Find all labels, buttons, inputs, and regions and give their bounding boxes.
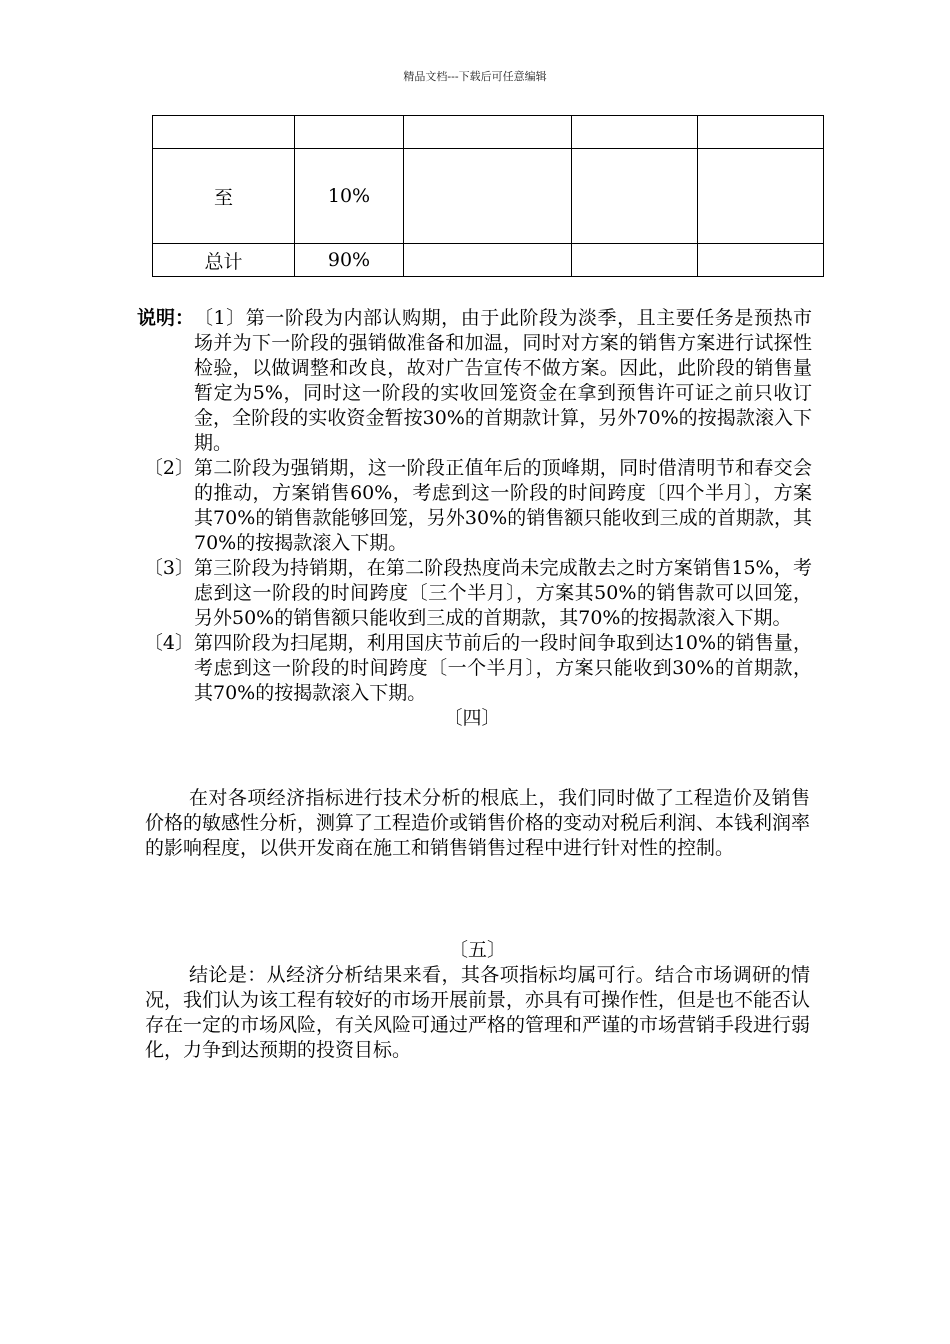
table-cell: 10%: [295, 149, 404, 244]
table-row: [153, 244, 824, 277]
section-5-paragraph: 结论是：从经济分析结果来看，其各项指标均属可行。结合市场调研的情况，我们认为该工程有较好的市场开展前景，亦具有可操作性，但是也不能否认存在一定的市场风险，有关风险可通过严格的管理和严谨的市场营销手段进行弱化，力争到达预期的投资目标。: [145, 964, 811, 1061]
notes-label: 说明：: [136, 307, 194, 329]
note-text: 第三阶段为持销期，在第二阶段热度尚未完成散去之时方案销售15%，考虑到这一阶段的时间跨度〔三个半月〕，方案其50%的销售款可以回笼，另外50%的销售额只能收到三成的首期款，其70%的按揭款滚入下期。: [194, 557, 812, 629]
page-header: 精品文档---下载后可任意编辑: [403, 70, 547, 83]
table-cell: [572, 149, 698, 244]
section-4-paragraph: 在对各项经济指标进行技术分析的根底上，我们同时做了工程造价及销售价格的敏感性分析，测算了工程造价或销售价格的变动对税后利润、本钱利润率的影响程度，以供开发商在施工和销售销售过程中进行针对性的控制。: [145, 787, 811, 859]
table-cell: [698, 149, 824, 244]
section-4-title: 〔四〕: [443, 707, 501, 729]
table-cell: 90%: [295, 244, 404, 277]
table-cell: [572, 244, 698, 277]
note-item-2: [132, 456, 812, 556]
note-number: 〔1〕: [194, 307, 246, 329]
sales-plan-table: [152, 115, 824, 277]
note-item-1: [132, 306, 812, 456]
table-cell: [153, 116, 295, 149]
note-text: 第二阶段为强销期，这一阶段正值年后的顶峰期，同时借清明节和春交会的推动，方案销售60%，考虑到这一阶段的时间跨度〔四个半月〕，方案其70%的销售款能够回笼，另外30%的销售额只能收到三成的首期款，其70%的按揭款滚入下期。: [194, 457, 812, 554]
table-cell: 至: [153, 149, 295, 244]
table-row: [153, 149, 824, 244]
notes-section: [132, 306, 812, 731]
table-cell: 总计: [153, 244, 295, 277]
note-item-4: [132, 631, 812, 706]
table-row: [153, 116, 824, 149]
section-5-title: 〔五〕: [448, 939, 506, 961]
table-cell: [404, 116, 572, 149]
note-number: 〔3〕: [143, 557, 194, 579]
table-cell: [404, 149, 572, 244]
note-item-3: [132, 556, 812, 631]
table-cell: [404, 244, 572, 277]
note-text: 第一阶段为内部认购期，由于此阶段为淡季，且主要任务是预热市场并为下一阶段的强销做准备和加温，同时对方案的销售方案进行试探性检验，以做调整和改良，故对广告宣传不做方案。因此，此阶段的销售量暂定为5%，同时这一阶段的实收回笼资金在拿到预售许可证之前只收订金，全阶段的实收资金暂按30%的首期款计算，另外70%的按揭款滚入下期。: [194, 307, 812, 454]
note-number: 〔4〕: [143, 632, 194, 654]
table-cell: [698, 116, 824, 149]
table-cell: [295, 116, 404, 149]
table-cell: [698, 244, 824, 277]
table-cell: [572, 116, 698, 149]
note-text: 第四阶段为扫尾期，利用国庆节前后的一段时间争取到达10%的销售量，考虑到这一阶段的时间跨度〔一个半月〕，方案只能收到30%的首期款，其70%的按揭款滚入下期。: [194, 632, 812, 704]
note-number: 〔2〕: [143, 457, 194, 479]
